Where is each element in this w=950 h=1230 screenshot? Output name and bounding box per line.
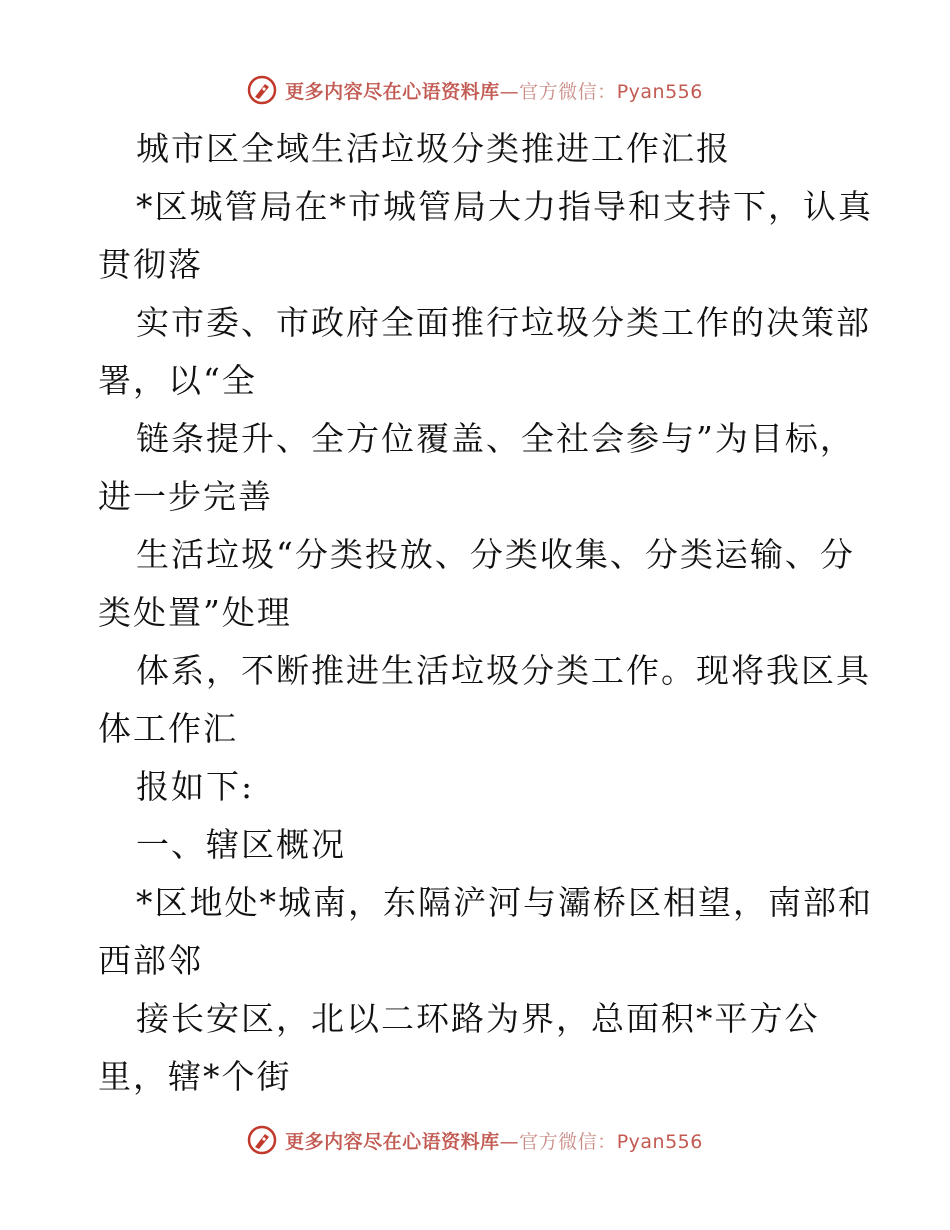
document-line: 报如下:	[136, 767, 255, 806]
document-line: 生活垃圾“分类投放、分类收集、分类运输、分	[136, 535, 855, 574]
watermark-sub-text: 官方微信：	[519, 80, 617, 103]
document-line: 城市区全域生活垃圾分类推进工作汇报	[136, 129, 731, 168]
document-line: 接长安区，北以二环路为界，总面积*平方公	[136, 999, 820, 1038]
document-line: 署，以“全	[98, 361, 257, 400]
pen-nib-logo-icon	[247, 75, 277, 105]
document-line: 类处置”处理	[98, 593, 292, 632]
document-line: 链条提升、全方位覆盖、全社会参与”为目标，	[136, 419, 855, 458]
watermark-main-text: 更多内容尽在心语资料库	[285, 1130, 500, 1153]
document-line: *区地处*城南，东隔浐河与灞桥区相望，南部和	[136, 883, 873, 922]
watermark-dash: —	[499, 1130, 520, 1153]
watermark-id: Pyan556	[616, 80, 703, 103]
pen-nib-logo-icon	[247, 1125, 277, 1155]
watermark-sub-text: 官方微信：	[519, 1130, 617, 1153]
watermark-main-text: 更多内容尽在心语资料库	[285, 80, 500, 103]
document-line: 西部邻	[98, 941, 203, 980]
watermark-text	[285, 77, 703, 104]
document-line: 体工作汇	[98, 709, 238, 748]
document-line: 一、辖区概况	[136, 825, 346, 864]
header-watermark	[0, 70, 950, 110]
document-line: 实市委、市政府全面推行垃圾分类工作的决策部	[136, 303, 871, 342]
watermark-text	[285, 1127, 703, 1154]
footer-watermark	[0, 1120, 950, 1160]
document-line: 里，辖*个街	[98, 1057, 292, 1096]
document-body	[98, 120, 873, 1106]
document-line: 体系，不断推进生活垃圾分类工作。现将我区具	[136, 651, 871, 690]
watermark-id: Pyan556	[616, 1130, 703, 1153]
document-line: 贯彻落	[98, 245, 203, 284]
watermark-dash: —	[499, 80, 520, 103]
document-line: 进一步完善	[98, 477, 273, 516]
document-line: *区城管局在*市城管局大力指导和支持下，认真	[136, 187, 873, 226]
